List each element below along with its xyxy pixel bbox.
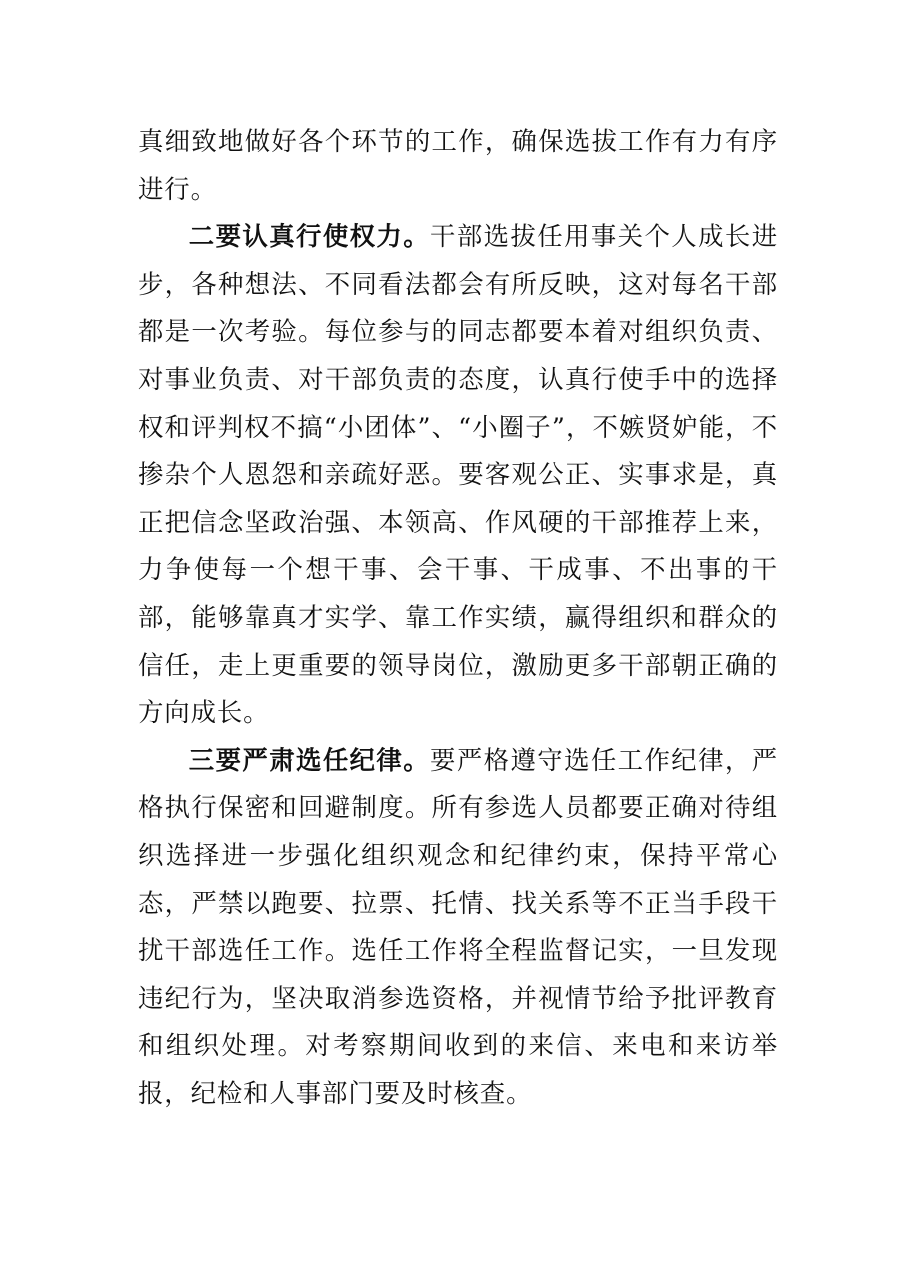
paragraph-heading: 二要认真行使权力。 — [188, 221, 431, 252]
paragraph-discipline — [138, 737, 778, 1118]
paragraph-text: 干部选拔任用事关个人成长进步，各种想法、不同看法都会有所反映，这对每名干部都是一次考验。每位参与的同志都要本着对组织负责、对事业负责、对干部负责的态度，认真行使手中的选择权和评判权不搞“小团体”、“小圈子”，不嫉贤妒能，不掺杂个人恩怨和亲疏好恶。要客观公正、实事求是，真正把信念坚政治强、本领高、作风硬的干部推荐上来，力争使每一个想干事、会干事、干成事、不出事的干部，能够靠真才实学、靠工作实绩，赢得组织和群众的信任，走上更重要的领导岗位，激励更多干部朝正确的方向成长。 — [138, 221, 778, 728]
paragraph-heading: 三要严肃选任纪律。 — [188, 744, 431, 775]
paragraph-text: 要严格遵守选任工作纪律，严格执行保密和回避制度。所有参选人员都要正确对待组织选择进一步强化组织观念和纪律约束，保持平常心态，严禁以跑要、拉票、托情、找关系等不正当手段干扰干部选任工作。选任工作将全程监督记实，一旦发现违纪行为，坚决取消参选资格，并视情节给予批评教育和组织处理。对考察期间收到的来信、来电和来访举报，纪检和人事部门要及时核查。 — [138, 744, 778, 1108]
document-body — [138, 118, 778, 1117]
paragraph-continuation — [138, 118, 778, 213]
paragraph-text: 真细致地做好各个环节的工作，确保选拔工作有力有序进行。 — [138, 126, 778, 204]
paragraph-exercise-power — [138, 213, 778, 737]
